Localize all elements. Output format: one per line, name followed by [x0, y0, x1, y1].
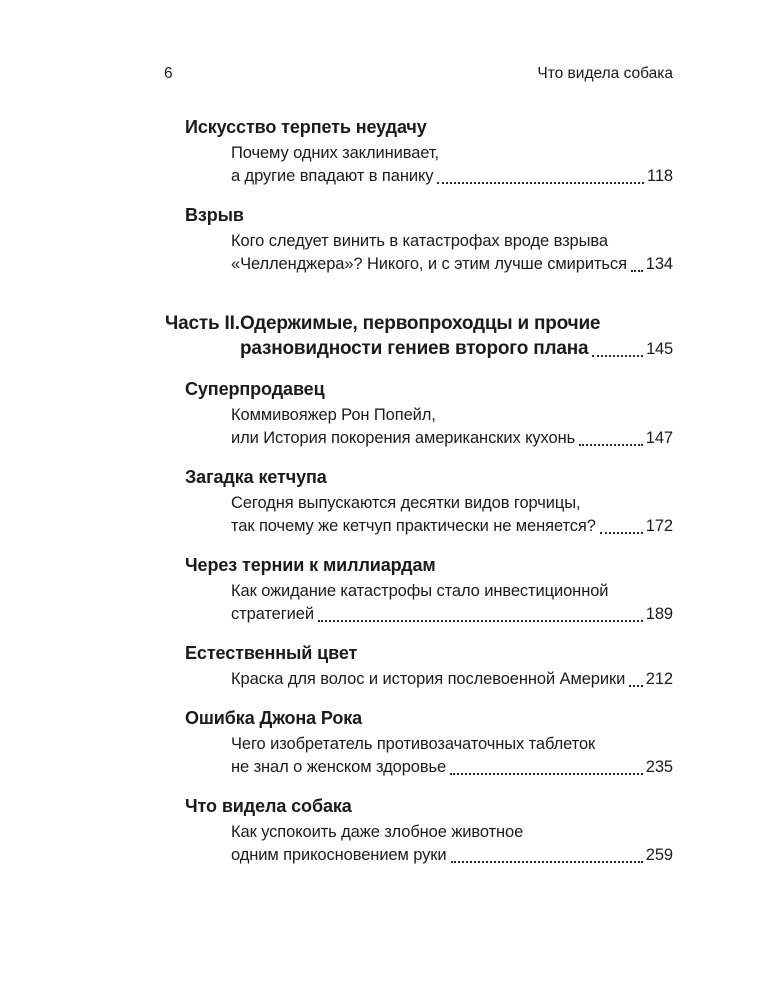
page-ref: 189 [645, 605, 673, 623]
description-last-line [231, 668, 673, 691]
toc-entry [185, 465, 673, 538]
part-title [240, 311, 673, 362]
entry-description [185, 492, 673, 538]
toc-entry [185, 794, 673, 867]
entry-description [185, 142, 673, 188]
description-last-line [231, 165, 673, 188]
description-line: Как ожидание катастрофы стало инвестиционной [231, 582, 609, 600]
entry-description [185, 404, 673, 450]
description-text: а другие впадают в панику [231, 167, 434, 185]
description-last-line [231, 253, 673, 276]
entry-title: Ошибка Джона Рока [185, 708, 363, 728]
entry-title: Через тернии к миллиардам [185, 555, 436, 575]
description-last-line [231, 515, 673, 538]
description-text: или История покорения американских кухонь [231, 429, 576, 447]
page-number: 6 [164, 65, 173, 82]
part-title-last-line [240, 336, 673, 362]
entry-title: Естественный цвет [185, 643, 358, 663]
toc-entry [185, 377, 673, 450]
description-line: Сегодня выпускаются десятки видов горчицы, [231, 494, 581, 512]
toc-entry [185, 203, 673, 276]
entry-description [185, 230, 673, 276]
description-line: Кого следует винить в катастрофах вроде взрыва [231, 232, 608, 250]
part-heading [165, 311, 673, 362]
description-last-line [231, 603, 673, 626]
description-text: Краска для волос и история послевоенной Америки [231, 670, 626, 688]
page-ref: 134 [645, 255, 673, 273]
entry-description [185, 821, 673, 867]
entry-description [185, 733, 673, 779]
entry-description [185, 668, 673, 691]
description-text: так почему же кетчуп практически не меняется? [231, 517, 596, 535]
page-ref: 235 [645, 758, 673, 776]
dot-leader [451, 861, 643, 863]
page-ref: 212 [645, 670, 673, 688]
page-ref: 118 [646, 167, 673, 185]
description-line: Коммивояжер Рон Попейл, [231, 406, 436, 424]
description-text: стратегией [231, 605, 314, 623]
dot-leader [600, 532, 643, 534]
entry-description [185, 580, 673, 626]
description-text: «Челленджера»? Никого, и с этим лучше смириться [231, 255, 627, 273]
dot-leader [592, 355, 643, 357]
description-line: Чего изобретатель противозачаточных таблеток [231, 735, 596, 753]
page-ref: 172 [645, 517, 673, 535]
description-last-line [231, 844, 673, 867]
page-ref: 145 [646, 340, 673, 358]
toc-entry [185, 115, 673, 188]
description-line: Как успокоить даже злобное животное [231, 823, 524, 841]
entry-title: Суперпродавец [185, 379, 325, 399]
entry-title: Искусство терпеть неудачу [185, 117, 427, 137]
table-of-contents [0, 84, 768, 867]
entry-title: Взрыв [185, 205, 244, 225]
description-text: не знал о женском здоровье [231, 758, 447, 776]
entry-title: Загадка кетчупа [185, 467, 327, 487]
part-title-text: разновидности гениев второго плана [240, 338, 589, 359]
page-ref: 259 [645, 846, 673, 864]
dot-leader [437, 182, 644, 184]
description-last-line [231, 427, 673, 450]
page-header [0, 0, 768, 84]
dot-leader [631, 270, 643, 272]
dot-leader [450, 773, 643, 775]
dot-leader [629, 685, 643, 687]
dot-leader [318, 620, 643, 622]
part-title-line: Одержимые, первопроходцы и прочие [240, 313, 601, 334]
description-last-line [231, 756, 673, 779]
description-text: одним прикосновением руки [231, 846, 447, 864]
description-line: Почему одних заклинивает, [231, 144, 439, 162]
toc-entry [185, 641, 673, 691]
page-ref: 147 [645, 429, 673, 447]
dot-leader [579, 444, 643, 446]
toc-entry [185, 706, 673, 779]
toc-entry [185, 553, 673, 626]
running-title: Что видела собака [537, 65, 673, 82]
part-label: Часть II. [165, 313, 240, 334]
entry-title: Что видела собака [185, 796, 352, 816]
